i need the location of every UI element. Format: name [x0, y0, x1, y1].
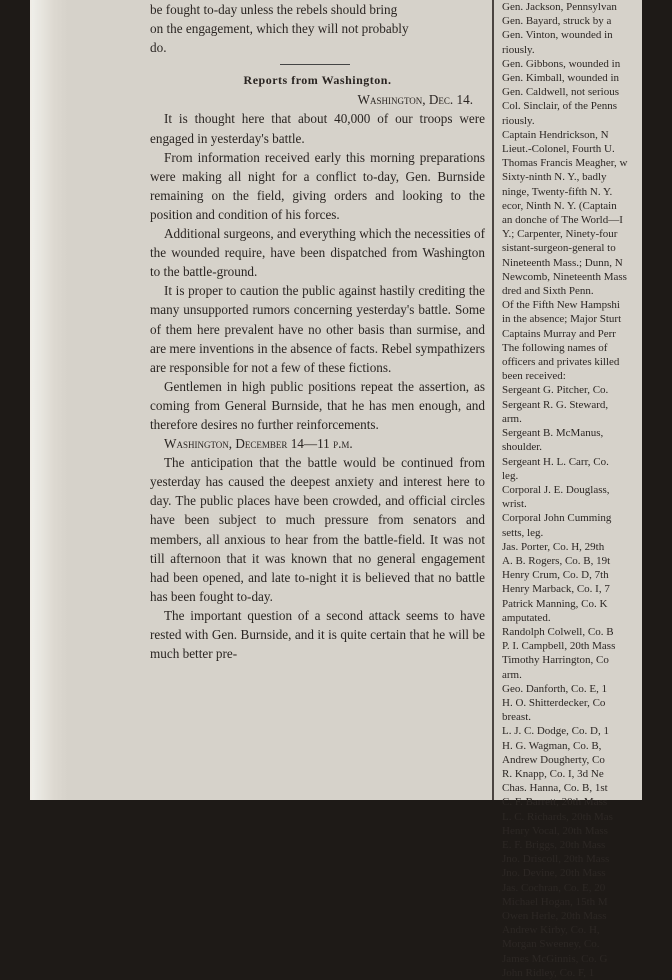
- paragraph: The anticipation that the battle would be continued from yesterday has caused the deepest anxiety and interest here to day. The public places have been crowded, and official circles have been subject to much pressure from senators and members, all anxious to hear from the battle-field. It was not till afternoon that it was known that no general engagement had been opened, and late to-night it is believed that no battle has been fought to-day.: [150, 455, 485, 604]
- casualty-line: Gen. Gibbons, wounded in: [502, 57, 621, 70]
- casualty-line: Thomas Francis Meagher, w: [502, 157, 628, 170]
- casualty-line: Henry Crum, Co. D, 7th: [502, 569, 609, 582]
- casualty-line: John Ridley, Co. F, 1: [502, 966, 595, 979]
- casualty-line: Chas. Hanna, Co. B, 1st: [502, 782, 608, 795]
- casualty-line: Sergeant H. L. Carr, Co.: [502, 455, 609, 468]
- casualty-line: Sergeant B. McManus,: [502, 427, 604, 440]
- casualty-line: Andrew Kirby, Co. H,: [502, 924, 600, 937]
- paragraph: The important question of a second attack seems to have rested with Gen. Burnside, and it is quite certain that he will be much better pre-: [150, 607, 485, 662]
- casualty-line: Jno. Driscoll, 20th Mass: [502, 853, 610, 866]
- casualty-line: Gen. Kimball, wounded in: [502, 72, 620, 85]
- casualty-line: A. B. Rogers, Co. B, 19t: [502, 554, 611, 567]
- paragraph: It is proper to caution the public against hastily crediting the many unsupported rumors concerning yesterday's battle. Some of them here prevalent have no other basis than surmise, and are mere inventions in the absence of facts. Rebel sympathizers are responsible for not a few of these fictions.: [150, 283, 485, 375]
- dateline-second: Washington, December 14—11 p.m.: [164, 436, 353, 452]
- paragraph: Gentlemen in high public positions repeat the assertion, as coming from General Burnside, that he has men enough, and therefore desires no further reinforcements.: [150, 378, 485, 432]
- casualty-line: officers and privates killed: [502, 356, 620, 369]
- main-article-column: [150, 0, 485, 663]
- top-line-1: be fought to-day unless the rebels should bring: [150, 2, 398, 17]
- casualty-line: Gen. Bayard, struck by a: [502, 15, 612, 28]
- top-line-2: on the engagement, which they will not probably: [150, 21, 409, 37]
- casualty-line: Andrew Dougherty, Co: [502, 753, 605, 766]
- casualty-line: Patrick Manning, Co. K: [502, 597, 608, 610]
- paragraph: Additional surgeons, and everything which the necessities of the wounded require, have been dispatched from Washington to the battle-ground.: [150, 226, 485, 280]
- casualty-line: Randolph Colwell, Co. B: [502, 625, 614, 638]
- casualty-line: Michael Hogan, 15th M: [502, 895, 608, 908]
- casualty-line: Timothy Harrington, Co: [502, 654, 609, 667]
- casualty-line: Geo. Danforth, Co. E, 1: [502, 682, 608, 695]
- casualty-line: Jas. Porter, Co. H, 29th: [502, 540, 605, 553]
- casualty-line: ecor, Ninth N. Y. (Captain: [502, 199, 617, 212]
- dateline: Washington, Dec. 14.: [357, 92, 473, 108]
- casualty-line: Newcomb, Nineteenth Mass: [502, 270, 627, 283]
- casualty-line: Col. Sinclair, of the Penns: [502, 100, 618, 113]
- casualty-line: leg.: [502, 469, 519, 482]
- casualty-line: riously.: [502, 43, 535, 56]
- casualty-line: amputated.: [502, 611, 551, 624]
- casualty-line: Henry Vocal, 20th Mass: [502, 824, 608, 837]
- casualty-line: L. J. C. Dodge, Co. D, 1: [502, 725, 609, 738]
- casualty-line: been received:: [502, 370, 566, 383]
- casualty-line: P. I. Campbell, 20th Mass: [502, 640, 616, 653]
- casualty-line: Captain Hendrickson, N: [502, 128, 609, 141]
- top-line-3: do.: [150, 40, 167, 56]
- casualty-line: arm.: [502, 668, 522, 681]
- column-rule: [492, 0, 494, 800]
- casualty-line: C. F. Barrett, 20th Mass: [502, 796, 608, 809]
- casualty-line: shoulder.: [502, 441, 543, 454]
- casualty-line: H. O. Shitterdecker, Co: [502, 696, 606, 709]
- paragraph: From information received early this morning preparations were making all night for a conflict to-day, Gen. Burnside remaining on the field, giving orders and looking to the position and condition of his forces.: [150, 149, 485, 222]
- article-heading: Reports from Washington.: [243, 73, 392, 88]
- casualty-line: Sixty-ninth N. Y., badly: [502, 171, 607, 184]
- casualty-line: Y.; Carpenter, Ninety-four: [502, 228, 618, 241]
- casualty-line: in the absence; Major Sturt: [502, 313, 622, 326]
- casualty-line: Corporal John Cumming: [502, 512, 612, 525]
- paragraph: It is thought here that about 40,000 of our troops were engaged in yesterday's battle.: [150, 111, 485, 146]
- casualty-line: Captains Murray and Perr: [502, 327, 616, 340]
- casualty-line: Henry Marback, Co. I, 7: [502, 583, 610, 596]
- casualty-line: ninge, Twenty-fifth N. Y.: [502, 185, 613, 198]
- casualty-line: an donche of The World—I: [502, 214, 623, 227]
- casualty-line: James McGinnis, Co. G: [502, 952, 608, 965]
- casualty-line: H. G. Wagman, Co. B,: [502, 739, 602, 752]
- casualty-line: Jas. Cochran, Co. E, 20: [502, 881, 606, 894]
- casualty-line: sistant-surgeon-general to: [502, 242, 616, 255]
- casualty-list-column: [502, 0, 672, 979]
- casualty-line: Gen. Caldwell, not serious: [502, 86, 620, 99]
- casualty-line: Jno. Devine, 20th Mass: [502, 867, 606, 880]
- casualty-line: wrist.: [502, 498, 527, 511]
- casualty-line: Morgan Sweeney, Co.: [502, 938, 600, 951]
- casualty-line: E. F. Briggs, 20th Mass: [502, 838, 606, 851]
- section-divider: [280, 64, 350, 65]
- casualty-line: setts, leg.: [502, 526, 544, 539]
- casualty-line: Gen. Jackson, Pennsylvan: [502, 1, 617, 13]
- casualty-line: Lieut.-Colonel, Fourth U.: [502, 143, 615, 156]
- casualty-line: arm.: [502, 412, 522, 425]
- casualty-line: riously.: [502, 114, 535, 127]
- casualty-line: Sergeant G. Pitcher, Co.: [502, 384, 609, 397]
- casualty-line: Corporal J. E. Douglass,: [502, 483, 610, 496]
- casualty-line: Gen. Vinton, wounded in: [502, 29, 613, 42]
- casualty-line: R. Knapp, Co. I, 3d Ne: [502, 767, 604, 780]
- casualty-line: The following names of: [502, 341, 608, 354]
- casualty-line: L. C. Richards, 20th Mas: [502, 810, 613, 823]
- page-edge-shadow: [32, 0, 68, 800]
- casualty-line: dred and Sixth Penn.: [502, 285, 594, 298]
- casualty-line: Sergeant R. G. Steward,: [502, 398, 609, 411]
- casualty-line: Of the Fifth New Hampshi: [502, 299, 620, 312]
- newspaper-page: [30, 0, 642, 979]
- casualty-line: Nineteenth Mass.; Dunn, N: [502, 256, 623, 269]
- casualty-line: breast.: [502, 711, 532, 724]
- casualty-line: Owen Herle, 20th Mass: [502, 910, 607, 922]
